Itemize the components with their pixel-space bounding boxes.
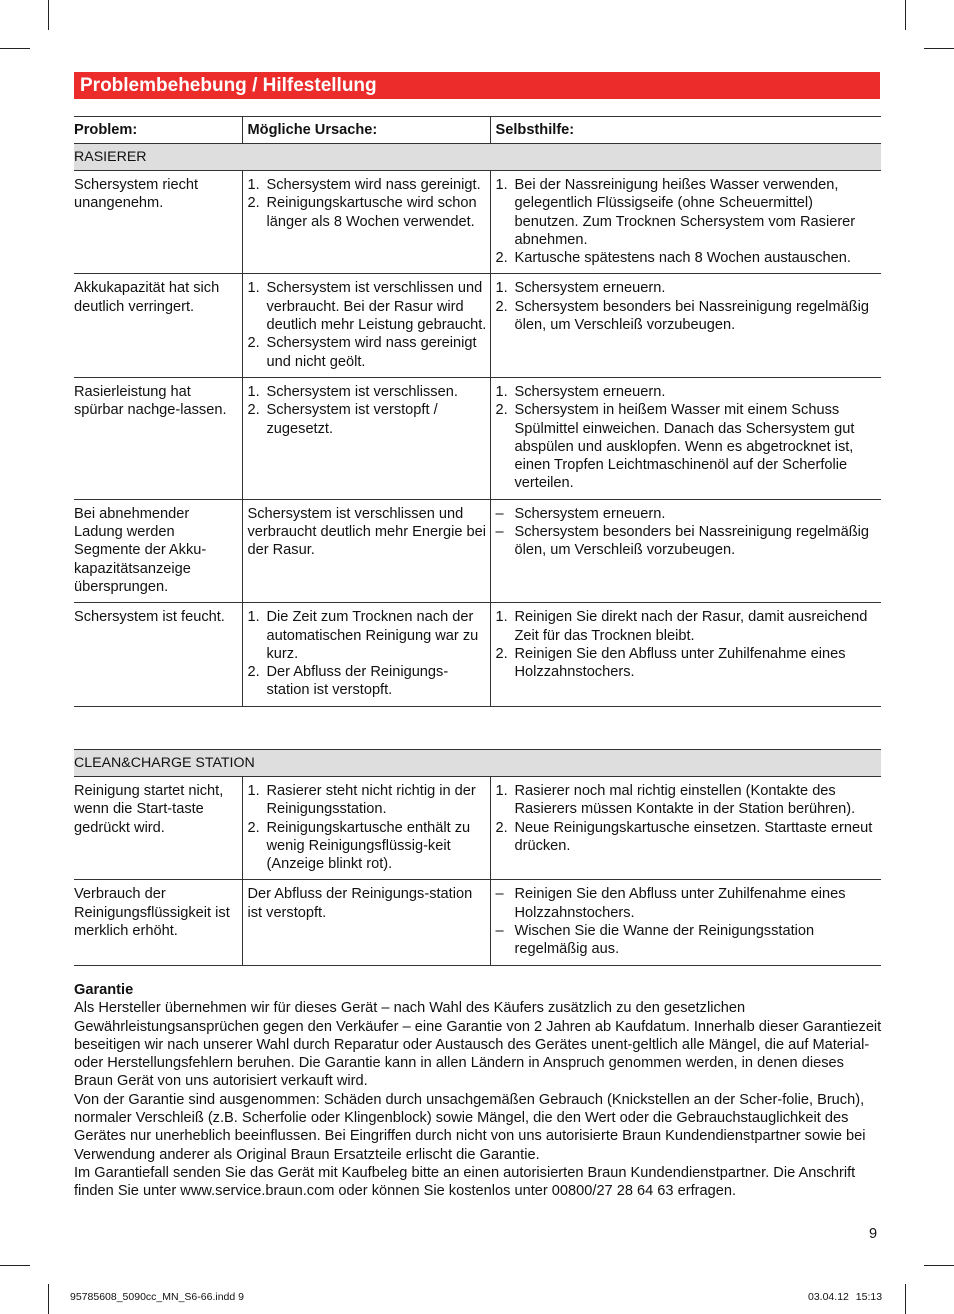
help-cell bbox=[490, 880, 881, 965]
list-marker: 1. bbox=[495, 383, 508, 400]
list-marker: 1. bbox=[495, 609, 508, 626]
problem-cell: Verbrauch der Reinigungsflüssigkeit ist merklich erhöht. bbox=[74, 880, 242, 965]
cause-cell-list bbox=[248, 608, 490, 699]
list-marker: – bbox=[495, 524, 504, 541]
cause-cell bbox=[242, 777, 490, 880]
problem-cell: Schersystem riecht unangenehm. bbox=[74, 171, 242, 274]
list-item bbox=[496, 505, 882, 523]
list-item bbox=[248, 176, 490, 194]
list-item bbox=[496, 249, 882, 267]
list-item-text: Schersystem wird nass gereinigt. bbox=[266, 177, 481, 193]
table-header-row bbox=[74, 117, 881, 144]
list-marker: – bbox=[495, 505, 504, 522]
list-item bbox=[496, 645, 882, 682]
list-item-text: Reinigungskartusche wird schon länger als 8 Wochen verwendet. bbox=[266, 195, 477, 230]
column-header: Selbsthilfe: bbox=[490, 117, 881, 144]
list-item-text: Reinigen Sie direkt nach der Rasur, damit ausreichend Zeit für das Trocknen bleibt. bbox=[514, 609, 868, 644]
list-item-text: Reinigen Sie den Abfluss unter Zuhilfenahme eines Holzzahnstochers. bbox=[514, 645, 846, 681]
column-header: Problem: bbox=[74, 117, 242, 144]
troubleshooting-table-station bbox=[74, 749, 881, 966]
cause-cell bbox=[242, 603, 490, 706]
list-item bbox=[496, 922, 882, 959]
help-cell bbox=[490, 499, 881, 602]
help-cell bbox=[490, 274, 881, 377]
cause-cell-list bbox=[248, 176, 490, 231]
page-title: Problembehebung / Hilfestellung bbox=[74, 72, 880, 99]
cause-cell bbox=[242, 274, 490, 377]
cause-cell bbox=[242, 377, 490, 499]
list-item bbox=[496, 401, 882, 492]
crop-mark bbox=[905, 1284, 906, 1314]
list-item bbox=[496, 279, 882, 297]
table-row bbox=[74, 171, 881, 274]
cause-cell bbox=[242, 171, 490, 274]
list-item-text: Schersystem in heißem Wasser mit einem Schuss Spülmittel einweichen. Danach das Schersystem gut abspülen und ausklopfen. Wenn es abgetrocknet ist, einen Tropfen Leichtmaschinenöl auf der Scherfolie verteilen. bbox=[514, 402, 855, 492]
warranty-paragraph: Von der Garantie sind ausgenommen: Schäden durch unsachgemäßen Gebrauch (Knickstellen an der Scher-folie, Bruch), normaler Verschleiß (z.B. Scherfolie oder Klingenblock) sowie Mängel, die den Wert oder die Gebrauchstauglichkeit des Gerätes nur unerheblich beeinflussen. Bei Eingriffen durch nicht von uns autorisierte Braun Kundendienstpartner sowie bei Verwendung anderer als Original Braun Ersatzteile erlischt die Garantie. bbox=[74, 1091, 866, 1163]
footer-file-info: 95785608_5090cc_MN_S6-66.indd 9 bbox=[70, 1291, 244, 1303]
page-number: 9 bbox=[869, 1226, 878, 1242]
list-item bbox=[248, 279, 490, 334]
help-cell-list bbox=[496, 782, 882, 855]
crop-mark bbox=[0, 1265, 30, 1266]
help-cell bbox=[490, 377, 881, 499]
list-item bbox=[496, 608, 882, 645]
list-item bbox=[248, 194, 490, 231]
list-marker: – bbox=[495, 886, 504, 903]
list-item-text: Die Zeit zum Trocknen nach der automatischen Reinigung war zu kurz. bbox=[266, 609, 479, 662]
table-row bbox=[74, 377, 881, 499]
list-item-text: Rasierer noch mal richtig einstellen (Kontakte des Rasierers müssen Kontakte in der Station berühren). bbox=[514, 783, 856, 818]
list-item-text: Kartusche spätestens nach 8 Wochen austauschen. bbox=[514, 250, 851, 267]
list-item bbox=[496, 176, 882, 249]
list-item bbox=[496, 298, 882, 335]
problem-cell: Rasierleistung hat spürbar nachge-lassen. bbox=[74, 377, 242, 499]
list-marker: 1. bbox=[247, 280, 260, 297]
cause-cell: Der Abfluss der Reinigungs-station ist verstopft. bbox=[242, 880, 490, 965]
list-marker: 1. bbox=[495, 280, 508, 297]
column-header: Mögliche Ursache: bbox=[242, 117, 490, 144]
crop-mark bbox=[905, 0, 906, 30]
table-row bbox=[74, 274, 881, 377]
list-marker: 1. bbox=[247, 177, 260, 193]
help-cell-list bbox=[496, 279, 882, 334]
list-item-text: Der Abfluss der Reinigungs-station ist verstopft. bbox=[266, 664, 449, 699]
list-marker: 2. bbox=[247, 819, 260, 836]
list-item-text: Rasierer steht nicht richtig in der Reinigungsstation. bbox=[266, 783, 476, 818]
list-item bbox=[496, 782, 882, 819]
troubleshooting-table-rasierer bbox=[74, 116, 881, 707]
warranty-heading: Garantie bbox=[74, 982, 134, 998]
table-row bbox=[74, 603, 881, 706]
list-item-text: Bei der Nassreinigung heißes Wasser verwenden, gelegentlich Flüssigseife (ohne Scheuermittel) benutzen. Zum Trocknen Schersystem vom Rasierer abnehmen. bbox=[514, 177, 856, 248]
help-cell-list bbox=[496, 176, 882, 267]
section-label: CLEAN&CHARGE STATION bbox=[74, 750, 881, 777]
list-item-text: Schersystem erneuern. bbox=[514, 280, 666, 297]
footer-date: 03.04.12 15:13 bbox=[808, 1291, 883, 1303]
list-item-text: Schersystem besonders bei Nassreinigung regelmäßig ölen, um Verschleiß vorzubeugen. bbox=[514, 298, 869, 334]
warranty-paragraph: Als Hersteller übernehmen wir für dieses Gerät – nach Wahl des Käufers zusätzlich zu den gesetzlichen Gewährleistungsansprüchen gegen den Verkäufer – eine Garantie von 2 Jahren ab Kaufdatum. Innerhalb dieser Garantiezeit beseitigen wir nach unserer Wahl durch Reparatur oder Austausch des Gerätes unent-geltlich alle Mängel, die auf Material- oder Herstellungsfehlern beruhen. Die Garantie kann in allen Ländern in Anspruch genommen werden, in denen dieses Braun Gerät von uns autorisiert verkauft wird. bbox=[74, 1000, 882, 1090]
list-marker: 1. bbox=[495, 783, 508, 799]
problem-cell: Akkukapazität hat sich deutlich verringert. bbox=[74, 274, 242, 377]
crop-mark bbox=[48, 0, 49, 30]
help-cell-list bbox=[496, 885, 882, 958]
list-item-text: Wischen Sie die Wanne der Reinigungsstation regelmäßig aus. bbox=[514, 923, 815, 958]
cause-cell-list bbox=[248, 782, 490, 873]
list-item bbox=[248, 383, 490, 401]
list-item-text: Reinigen Sie den Abfluss unter Zuhilfenahme eines Holzzahnstochers. bbox=[514, 886, 846, 921]
section-label: RASIERER bbox=[74, 144, 881, 171]
help-cell-list bbox=[496, 505, 882, 560]
cause-cell-list bbox=[248, 383, 490, 438]
crop-mark bbox=[0, 48, 30, 49]
list-item bbox=[248, 782, 490, 819]
list-item bbox=[248, 401, 490, 438]
list-item-text: Reinigungskartusche enthält zu wenig Reinigungsflüssig-keit (Anzeige blinkt rot). bbox=[266, 819, 471, 873]
problem-cell: Bei abnehmender Ladung werden Segmente der Akku-kapazitätsanzeige übersprungen. bbox=[74, 499, 242, 602]
list-item bbox=[496, 885, 882, 922]
list-marker: 2. bbox=[495, 402, 508, 419]
help-cell bbox=[490, 603, 881, 706]
list-item-text: Schersystem ist verschlissen und verbraucht. Bei der Rasur wird deutlich mehr Leistung gebraucht. bbox=[266, 280, 487, 334]
list-item-text: Schersystem besonders bei Nassreinigung regelmäßig ölen, um Verschleiß vorzubeugen. bbox=[514, 524, 869, 559]
list-marker: 1. bbox=[247, 783, 260, 799]
warranty-paragraph: Im Garantiefall senden Sie das Gerät mit Kaufbeleg bitte an einen autorisierten Braun Kundendienstpartner. Die Anschrift finden Sie unter www.service.braun.com oder können Sie kostenlos unter 00800/27 28 64 63 erfragen. bbox=[74, 1164, 856, 1200]
table-row bbox=[74, 499, 881, 602]
list-item-text: Schersystem ist verstopft / zugesetzt. bbox=[266, 402, 438, 437]
crop-mark bbox=[48, 1284, 49, 1314]
table-row bbox=[74, 880, 881, 965]
cause-cell-list bbox=[248, 279, 490, 370]
list-marker: 1. bbox=[495, 177, 508, 193]
crop-mark bbox=[924, 1265, 954, 1266]
list-marker: 2. bbox=[495, 819, 508, 836]
list-marker: 2. bbox=[495, 250, 508, 267]
list-item bbox=[496, 383, 882, 401]
list-item bbox=[496, 819, 882, 856]
list-marker: 2. bbox=[247, 195, 260, 212]
list-marker: 2. bbox=[247, 402, 260, 419]
list-marker: 2. bbox=[247, 664, 260, 681]
list-item bbox=[248, 819, 490, 874]
list-item-text: Schersystem erneuern. bbox=[514, 505, 666, 522]
list-marker: 2. bbox=[495, 645, 508, 662]
list-marker: 2. bbox=[495, 298, 508, 315]
crop-mark bbox=[924, 48, 954, 49]
list-item-text: Schersystem erneuern. bbox=[514, 383, 666, 400]
problem-cell: Reinigung startet nicht, wenn die Start-taste gedrückt wird. bbox=[74, 777, 242, 880]
table-row bbox=[74, 777, 881, 880]
list-marker: 2. bbox=[247, 335, 260, 352]
list-item bbox=[248, 608, 490, 663]
list-item-text: Schersystem wird nass gereinigt und nicht geölt. bbox=[266, 335, 477, 370]
help-cell bbox=[490, 171, 881, 274]
list-item-text: Neue Reinigungskartusche einsetzen. Starttaste erneut drücken. bbox=[514, 819, 873, 854]
help-cell-list bbox=[496, 608, 882, 681]
help-cell-list bbox=[496, 383, 882, 493]
list-marker: 1. bbox=[247, 609, 260, 626]
section-row bbox=[74, 750, 881, 777]
list-marker: – bbox=[495, 923, 504, 940]
list-item bbox=[248, 334, 490, 371]
list-marker: 1. bbox=[247, 383, 260, 400]
section-row bbox=[74, 144, 881, 171]
list-item-text: Schersystem ist verschlissen. bbox=[266, 383, 458, 400]
help-cell bbox=[490, 777, 881, 880]
problem-cell: Schersystem ist feucht. bbox=[74, 603, 242, 706]
list-item bbox=[248, 663, 490, 700]
warranty-section bbox=[74, 981, 882, 1201]
cause-cell: Schersystem ist verschlissen und verbraucht deutlich mehr Energie bei der Rasur. bbox=[242, 499, 490, 602]
list-item bbox=[496, 523, 882, 560]
